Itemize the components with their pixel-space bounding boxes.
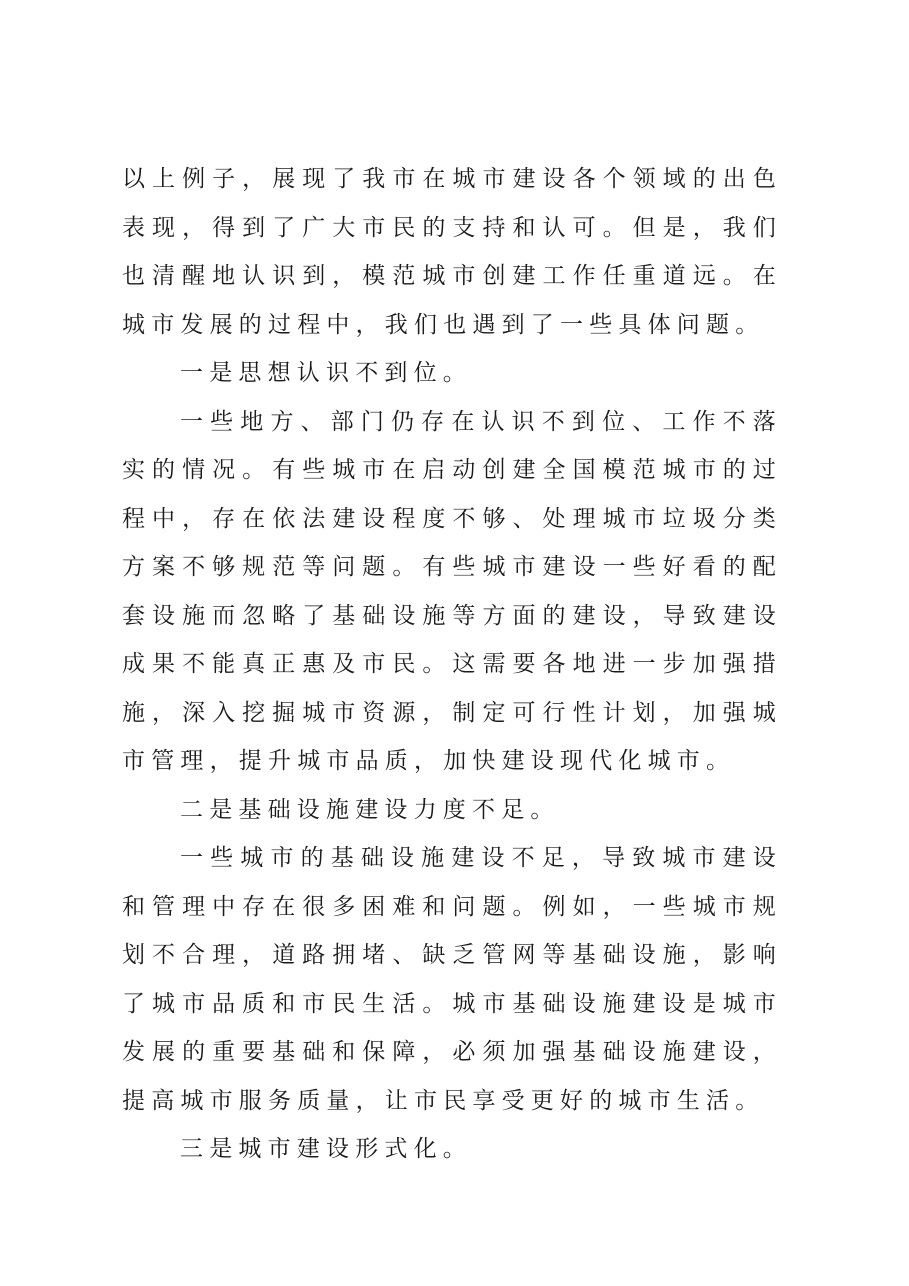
paragraph-point-one: 一些地方、部门仍存在认识不到位、工作不落实的情况。有些城市在启动创建全国模范城市的过程中，存在依法建设程度不够、处理城市垃圾分类方案不够规范等问题。有些城市建设一些好看的配套设施而忽略了基础设施等方面的建设，导致建设成果不能真正惠及市民。这需要各地进一步加强措施，深入挖掘城市资源，制定可行性计划，加强城市管理，提升城市品质，加快建设现代化城市。	[122, 408, 782, 774]
heading-point-two: 二是基础设施建设力度不足。	[180, 796, 560, 823]
heading-point-three: 三是城市建设形式化。	[180, 1136, 472, 1162]
heading-point-one: 一是思想认识不到位。	[180, 360, 472, 386]
paragraph-point-two: 一些城市的基础设施建设不足，导致城市建设和管理中存在很多困难和问题。例如，一些城市规划不合理，道路拥堵、缺乏管网等基础设施，影响了城市品质和市民生活。城市基础设施建设是城市发展的重要基础和保障，必须加强基础设施建设，提高城市服务质量，让市民享受更好的城市生活。	[122, 845, 782, 1114]
paragraph-intro: 以上例子，展现了我市在城市建设各个领域的出色表现，得到了广大市民的支持和认可。但是，我们也清醒地认识到，模范城市创建工作任重道远。在城市发展的过程中，我们也遇到了一些具体问题。	[122, 166, 782, 338]
document-body	[122, 155, 782, 1174]
